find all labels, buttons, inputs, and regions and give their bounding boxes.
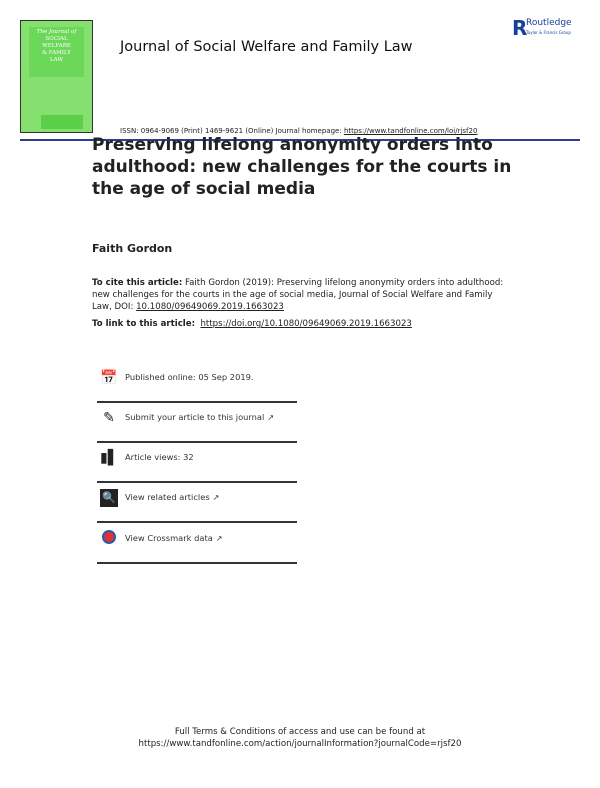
calendar-icon: 📅 — [100, 370, 118, 386]
item-label: Article views: 32 — [125, 452, 194, 462]
journal-title: Journal of Social Welfare and Family Law — [120, 39, 413, 55]
routledge-logo — [512, 17, 592, 41]
article-link-line — [92, 319, 412, 329]
external-link-icon: ↗ — [267, 413, 275, 422]
cover-text: LAW — [49, 57, 64, 63]
article-title: Preserving lifelong anonymity orders into adulthood: new challenges for the courts in the age of social media — [92, 135, 512, 199]
submit-article-item[interactable] — [97, 403, 297, 443]
cover-title — [29, 27, 84, 77]
footer-terms-link[interactable]: https://www.tandfonline.com/action/journalInformation?journalCode=rjsf20 — [138, 739, 462, 749]
bar-chart-icon: ▮▌ — [100, 450, 119, 466]
journal-homepage-link[interactable]: https://www.tandfonline.com/loi/rjsf20 — [343, 127, 478, 135]
issn-text: ISSN: 0964-9069 (Print) 1469-9621 (Online) Journal homepage: — [120, 127, 344, 135]
item-label[interactable]: Submit your article to this journal — [125, 412, 265, 422]
cover-text: SOCIAL — [45, 36, 68, 42]
routledge-r-icon: R — [512, 16, 528, 40]
item-text — [125, 533, 222, 543]
link-label: To link to this article: — [92, 319, 196, 329]
external-link-icon: ↗ — [215, 534, 223, 543]
author-name: Faith Gordon — [92, 242, 173, 255]
item-label[interactable]: View Crossmark data — [125, 533, 213, 543]
crossmark-item[interactable] — [97, 524, 297, 564]
footer-terms-text: Full Terms & Conditions of access and use can be found at — [174, 727, 426, 737]
edit-icon: ✎ — [103, 410, 115, 426]
published-online-item — [97, 363, 297, 403]
cite-label: To cite this article: — [92, 278, 183, 288]
cover-text: The Journal of — [36, 29, 77, 35]
cover-text: WELFARE — [42, 43, 71, 49]
cover-publisher-box — [41, 115, 83, 129]
publisher-name: Routledge — [526, 18, 572, 28]
related-articles-item[interactable] — [97, 483, 297, 523]
item-text — [125, 412, 274, 422]
external-link-icon: ↗ — [212, 493, 220, 502]
search-document-icon: 🔍 — [100, 489, 118, 507]
item-text — [125, 492, 219, 502]
article-views-item — [97, 443, 297, 483]
publisher-sub: Taylor & Francis Group — [526, 30, 571, 35]
journal-cover-image — [20, 20, 93, 133]
citation — [92, 277, 512, 313]
doi-link[interactable]: 10.1080/09649069.2019.1663023 — [136, 302, 284, 312]
article-doi-link[interactable]: https://doi.org/10.1080/09649069.2019.1663023 — [200, 319, 412, 329]
item-label[interactable]: View related articles — [125, 492, 210, 502]
cite-text: Faith Gordon (2019): Preserving lifelong anonymity orders into adulthood: new challenges for the courts in the age of social media, Journal of Social Welfare and Family Law, DOI: — [92, 278, 504, 312]
cover-text: & FAMILY — [42, 50, 71, 56]
crossmark-icon — [100, 530, 118, 548]
item-label: Published online: 05 Sep 2019. — [125, 372, 254, 382]
footer — [0, 726, 600, 750]
